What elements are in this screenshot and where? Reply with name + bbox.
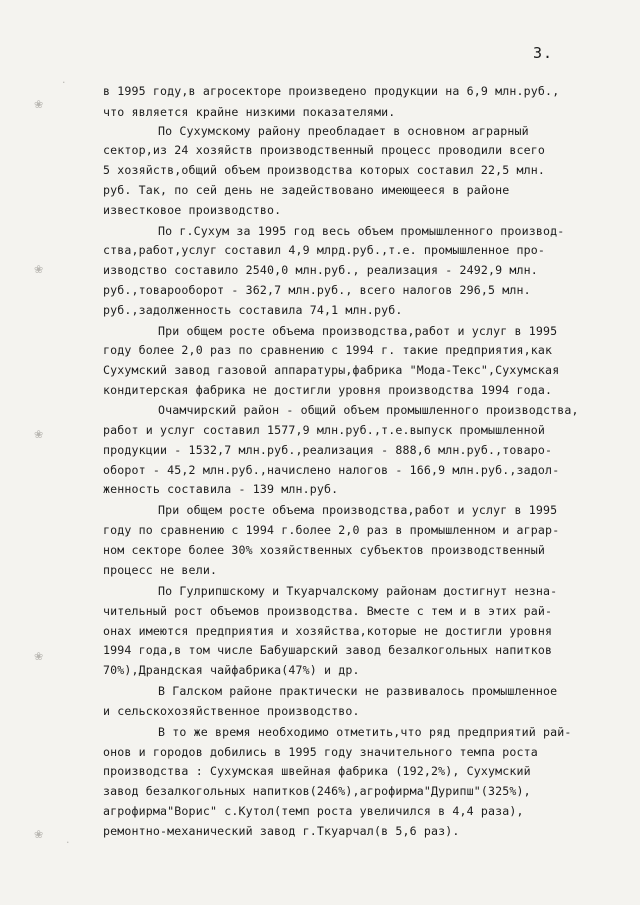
margin-mark: · [66,836,70,849]
text-line: оборот - 45,2 млн.руб.,начислено налогов - 166,9 млн.руб.,задол- [103,463,560,477]
text-line: руб. Так, по сей день не задействовано имеющееся в районе [103,183,510,197]
text-line: ремонтно-механический завод г.Ткуарчал(в 5,6 раз). [103,824,460,838]
text-line: При общем росте объема производства,работ и услуг в 1995 [158,503,558,517]
text-line: По Гулрипшскому и Ткуарчалскому районам достигнут незна- [158,584,558,598]
margin-mark: · [62,76,66,89]
text-line: в 1995 году,в агросекторе произведено продукции на 6,9 млн.руб., [103,84,560,98]
text-line: что является крайне низкими показателями. [103,105,396,119]
text-line: ном секторе более 30% хозяйственных субъектов производственный [103,543,546,557]
text-line: году по сравнению с 1994 г.более 2,0 раз в промышленном и аграр- [103,523,560,537]
text-line: процесс не вели. [103,563,218,577]
margin-mark: ❀ [34,428,44,441]
text-line: В Галском районе практически не развивалось промышленное [158,684,558,698]
text-line: чительный рост объемов производства. Вместе с тем и в этих рай- [103,604,553,618]
text-line: По г.Сухум за 1995 год весь объем промышленного производ- [158,224,565,238]
margin-mark: ❀ [34,263,44,276]
page-number: 3. [533,44,554,62]
text-line: При общем росте объема производства,работ и услуг в 1995 [158,324,558,338]
text-line: известковое производство. [103,203,282,217]
text-line: 5 хозяйств,общий объем производства которых составил 22,5 млн. [103,163,546,177]
text-line: руб.,задолженность составила 74,1 млн.руб. [103,303,403,317]
text-line: кондитерская фабрика не достигли уровня производства 1994 года. [103,383,553,397]
text-line: году более 2,0 раз по сравнению с 1994 г. такие предприятия,как [103,343,553,357]
text-line: производства : Сухумская швейная фабрика (192,2%), Сухумский [103,764,531,778]
margin-mark: ❀ [34,98,44,111]
text-line: В то же время необходимо отметить,что ряд предприятий рай- [158,725,572,739]
text-line: изводство составило 2540,0 млн.руб., реализация - 2492,9 млн. [103,263,538,277]
text-line: Очамчирский район - общий объем промышленного производства, [158,403,579,417]
text-line: онах имеются предприятия и хозяйства,которые не достигли уровня [103,624,553,638]
text-line: 1994 года,в том числе Бабушарский завод безалкогольных напитков [103,643,553,657]
text-line: ства,работ,услуг составил 4,9 млрд.руб.,т.е. промышленное про- [103,243,546,257]
text-line: завод безалкогольных напитков(246%),агрофирма"Дурипш"(325%), [103,784,531,798]
text-line: и сельскохозяйственное производство. [103,704,360,718]
text-line: женность составила - 139 млн.руб. [103,482,339,496]
text-line: продукции - 1532,7 млн.руб.,реализация - 888,6 млн.руб.,товаро- [103,443,553,457]
margin-mark: ❀ [34,828,44,841]
text-line: руб.,товарооборот - 362,7 млн.руб., всего налогов 296,5 млн. [103,283,531,297]
margin-mark: ❀ [34,650,44,663]
text-line: Сухумский завод газовой аппаратуры,фабрика "Мода-Текс",Сухумская [103,363,560,377]
text-line: 70%),Драндская чайфабрика(47%) и др. [103,663,360,677]
text-line: агрофирма"Ворис" с.Кутол(темп роста увеличился в 4,4 раза), [103,804,524,818]
text-line: сектор,из 24 хозяйств производственный процесс проводили всего [103,143,546,157]
text-line: работ и услуг составил 1577,9 млн.руб.,т.е.выпуск промышленной [103,423,546,437]
text-line: онов и городов добились в 1995 году значительного темпа роста [103,745,538,759]
text-line: По Сухумскому району преобладает в основном аграрный [158,124,529,138]
